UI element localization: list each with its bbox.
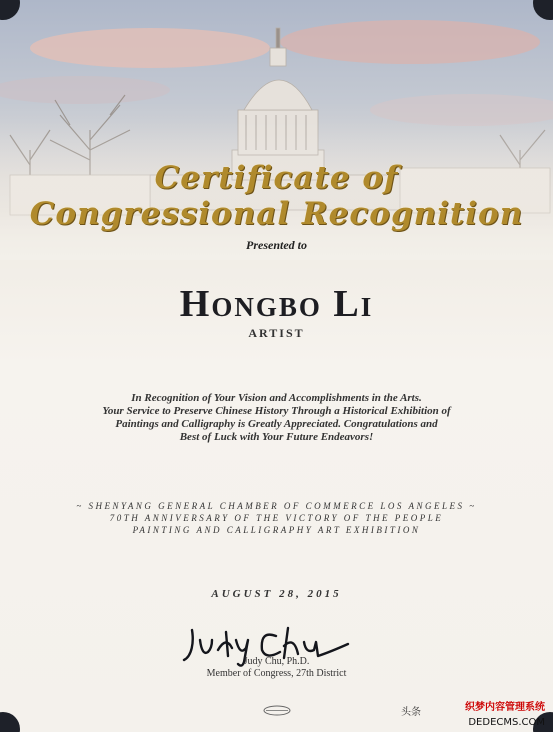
event-line: PAINTING AND CALLIGRAPHY ART EXHIBITION: [132, 525, 421, 535]
recognition-line: Best of Luck with Your Future Endeavors!: [179, 431, 374, 443]
recipient-role: ARTIST: [248, 326, 305, 340]
recognition-line: Paintings and Calligraphy is Greatly Appreciated. Congratulations and: [115, 418, 438, 430]
recognition-line: In Recognition of Your Vision and Accomplishments in the Arts.: [131, 392, 422, 404]
corner-mount: [0, 712, 20, 732]
presented-to-label: Presented to: [246, 238, 307, 252]
certificate-title-line2: Congressional Recognition: [29, 196, 524, 232]
cloud: [0, 76, 170, 104]
event-line: 70TH ANNIVERSARY OF THE VICTORY OF THE PEOPLE: [109, 513, 444, 523]
cloud: [280, 20, 540, 64]
watermark-top-text: 织梦内容管理系统: [465, 702, 545, 713]
recipient-name: Hongbo Li: [179, 283, 374, 325]
certificate-date: AUGUST 28, 2015: [211, 588, 342, 600]
signer-title: Member of Congress, 27th District: [206, 668, 347, 679]
watermark-left-text: 头条: [401, 707, 421, 718]
event-text: [30, 500, 523, 536]
signer-name: Judy Chu, Ph.D.: [243, 656, 310, 667]
event-line: ~ SHENYANG GENERAL CHAMBER OF COMMERCE LOS ANGELES ~: [76, 501, 477, 511]
recognition-text: [90, 392, 463, 444]
cloud: [30, 28, 270, 68]
certificate-title-line1: Certificate of: [154, 160, 399, 196]
watermark-bottom-text: DEDECMS.COM: [468, 717, 545, 728]
embossed-seal-icon: [262, 705, 292, 716]
recognition-line: Your Service to Preserve Chinese History Through a Historical Exhibition of: [102, 405, 451, 417]
